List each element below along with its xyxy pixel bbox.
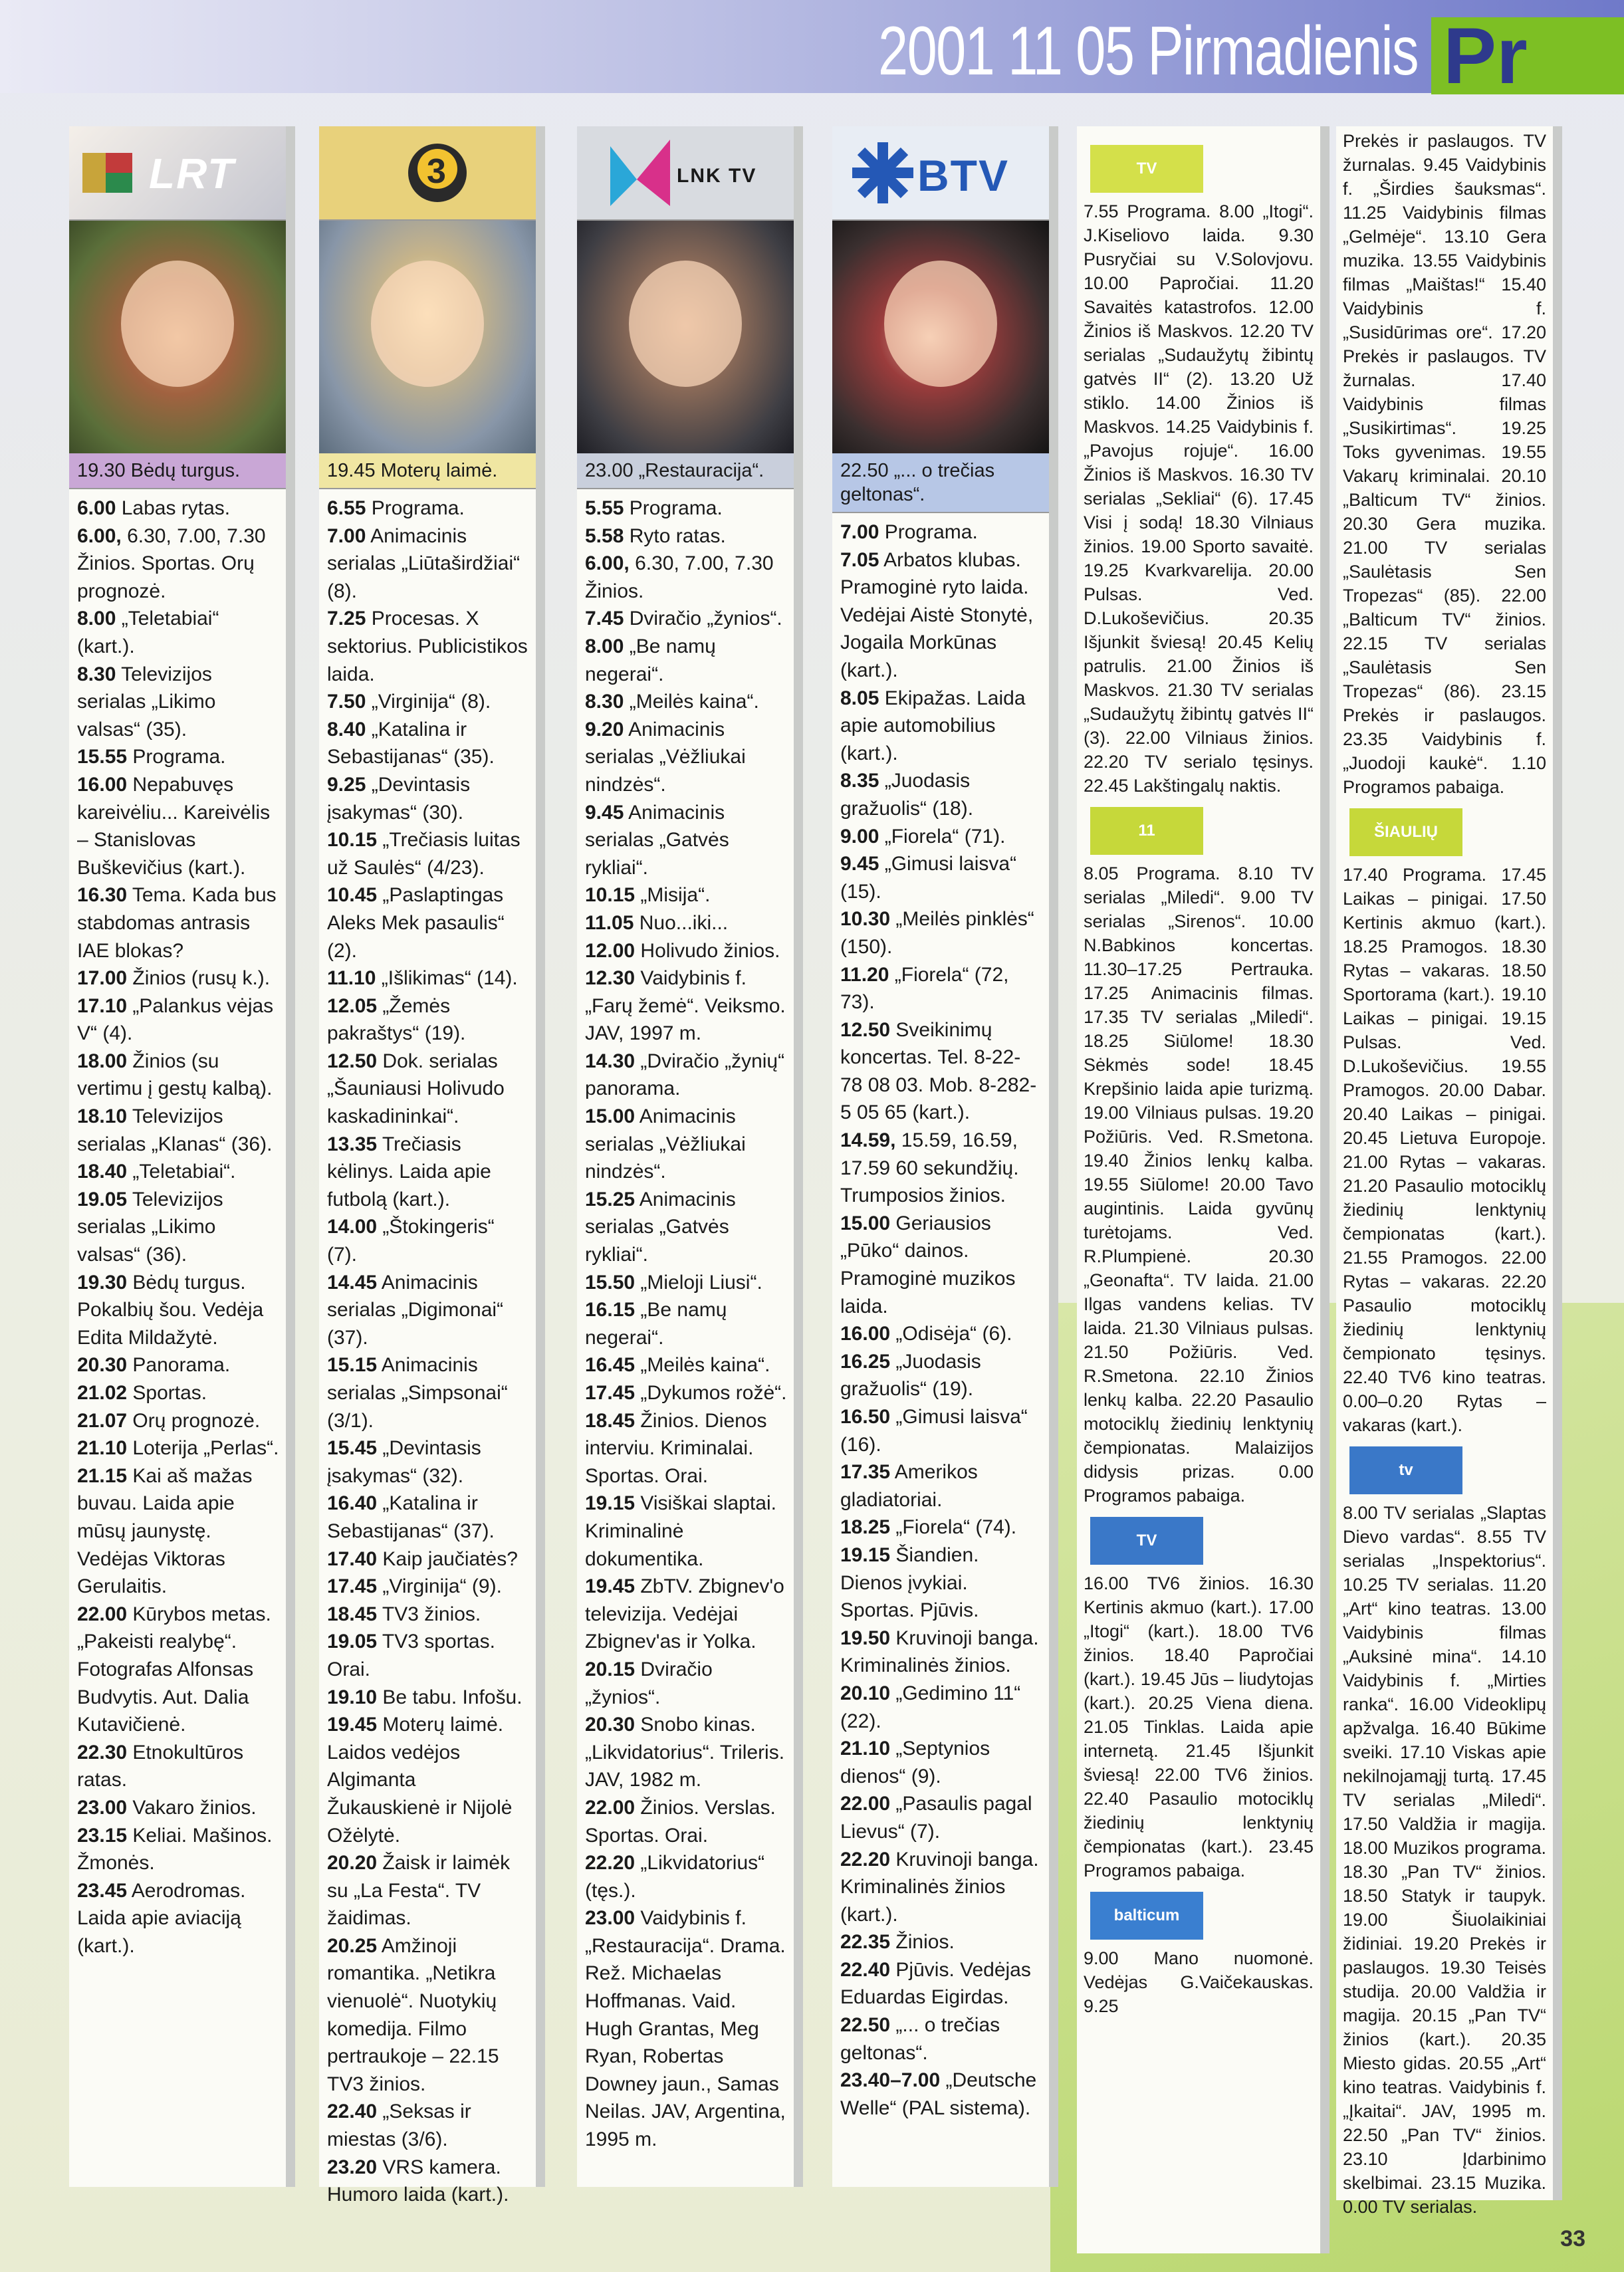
time-label: 19.15 [840, 1543, 891, 1566]
schedule-entry: 7.45 Dviračio „žynios“. [585, 608, 782, 630]
regional-logo-text: ŠIAULIŲ [1349, 808, 1462, 856]
time-label: 22.00 [585, 1796, 636, 1819]
schedule-entry: 7.05 Arbatos klubas. Pramoginė ryto laida. Vedėjai Aistė Stonytė, Jogaila Morkūnas (kart.). [840, 548, 1034, 681]
time-label: 8.30 [77, 663, 116, 685]
program-photo [319, 221, 536, 453]
time-label: 20.15 [585, 1658, 636, 1680]
channel-column-lnk [577, 126, 803, 2187]
schedule-entry: 17.35 Amerikos gladiatoriai. [840, 1461, 978, 1511]
host-portrait [371, 261, 484, 387]
highlight-caption: 22.50 „... o trečias geltonas“. [832, 453, 1049, 513]
time-label: 11.20 [840, 963, 889, 986]
time-label: 7.05 [840, 548, 879, 571]
regional-schedule-text: 8.05 Programa. 8.10 TV serialas „Miledi“. 9.00 TV serialas „Sirenos“. 10.00 N.Babkinos koncertas. 11.30–17.25 Pertrauka. 17.25 Animacinis filmas. 17.35 TV serialas „Miledi“. 18.25 Siūlome! 18.30 Sėkmės sode! 18.45 Krepšinio laida apie turizmą. 19.00 Vilniaus pulsas. 19.20 Požiūris. Ved. R.Smetona. 19.40 Žinios lenkų kalba. 19.55 Siūlome! 20.00 Tavo augintinis. Laida gyvūnų turėtojams. Ved. R.Plumpienė. 20.30 „Geonafta“. TV laida. 21.00 Ilgas vandens kelias. TV laida. 21.30 Vilniaus pulsas. 21.50 Požiūris. Ved. R.Smetona. 22.10 Žinios lenkų kalba. 22.20 Pasaulio motociklų žiedinių lenktynių čempionatas. Malaizijos didysis prizas. 0.00 Programos pabaiga. [1084, 863, 1314, 1506]
schedule-entry: 8.00 „Teletabiai“ (kart.). [77, 608, 219, 657]
time-label: 19.05 [77, 1188, 128, 1210]
time-label: 20.10 [840, 1682, 891, 1704]
time-label: 10.15 [327, 829, 378, 852]
schedule-entry: 20.20 Žaisk ir laimėk su „La Festa“. TV žaidimas. [327, 1852, 511, 1930]
schedule-entry: 14.00 „Štokingeris“ (7). [327, 1216, 495, 1266]
time-label: 16.40 [327, 1492, 378, 1515]
time-label: 19.15 [585, 1492, 636, 1515]
time-label: 17.35 [840, 1461, 891, 1484]
schedule-entry: 8.40 „Katalina ir Sebastijanas“ (35). [327, 718, 495, 768]
schedule-entry: 21.10 „Septynios dienos“ (9). [840, 1738, 990, 1787]
time-label: 9.00 [840, 825, 879, 848]
regional-logo-text: TV [1090, 1517, 1203, 1565]
time-label: 6.00, [77, 524, 122, 547]
time-label: 21.02 [77, 1382, 128, 1404]
schedule-entry: 15.50 „Mieloji Liusi“. [585, 1271, 762, 1294]
channel-column-tv3 [319, 126, 545, 2206]
time-label: 6.55 [327, 497, 366, 519]
time-label: 18.10 [77, 1105, 128, 1128]
time-label: 23.15 [77, 1824, 128, 1847]
schedule-entry: 20.30 Snobo kinas. „Likvidatorius“. Trileris. JAV, 1982 m. [585, 1714, 785, 1791]
time-label: 22.20 [840, 1848, 891, 1871]
time-label: 17.45 [327, 1575, 378, 1598]
schedule-entry: 9.20 Animacinis serialas „Vėžliukai nindzės“. [585, 718, 746, 796]
schedule-entry: 18.00 Žinios (su vertimu į gestų kalbą). [77, 1050, 273, 1100]
schedule-entry: 5.55 Programa. [585, 497, 723, 519]
highlight-caption: 19.45 Moterų laimė. [319, 453, 536, 489]
schedule-entry: 17.10 „Palankus vėjas V“ (4). [77, 994, 274, 1045]
time-label: 18.45 [327, 1603, 378, 1625]
lrt-logo-icon [82, 146, 136, 199]
schedule-entry: 23.45 Aerodromas. Laida apie aviaciją (kart.). [77, 1879, 246, 1957]
channel-logo-text: BTV [917, 151, 1009, 200]
time-label: 19.45 [327, 1714, 378, 1736]
time-label: 21.10 [840, 1738, 891, 1760]
time-label: 16.45 [585, 1354, 636, 1377]
btv-logo-icon [852, 142, 913, 203]
schedule-entry: 18.40 „Teletabiai“. [77, 1161, 236, 1183]
regional-schedule-text: 7.55 Programa. 8.00 „Itogi“. J.Kiseliovo laida. 9.30 Pusryčiai su V.Solovjovu. 10.00 Papročiai. 11.20 Savaitės katastrofos. 12.00 Žinios iš Maskvos. 12.20 TV serialas „Sudaužytų žibintų gatvės II“ (2). 13.20 Už stiklo. 14.00 Žinios iš Maskvos. 14.25 Vaidybinis f. „Pavojus rojuje“. 16.00 Žinios iš Maskvos. 16.30 TV serialas „Sekliai“ (6). 17.45 Visi į sodą! 18.30 Vilniaus žinios. 19.00 Sporto savaitė. 19.25 Kvarkvarelija. 20.00 Pulsas. Ved. D.Lukoševičius. 20.35 Išjunkit šviesą! 20.45 Kelių patrulis. 21.00 Žinios iš Maskvos. 21.30 TV serialas „Sudaužytų žibintų gatvės II“ (3). 22.00 Vilniaus žinios. 22.20 TV serialo tęsinys. 22.45 Lakštingalų naktis. [1084, 201, 1314, 796]
schedule-entry: 17.00 Žinios (rusų k.). [77, 967, 271, 990]
regional-channel-logo [1349, 1446, 1546, 1494]
time-label: 23.45 [77, 1879, 128, 1902]
regional-column-2 [1336, 126, 1562, 2217]
actor-portrait [629, 261, 742, 387]
time-label: 20.25 [327, 1934, 378, 1957]
time-label: 8.00 [585, 635, 624, 657]
time-label: 16.00 [77, 773, 128, 796]
time-label: 9.45 [585, 801, 624, 824]
schedule-entry: 19.15 Visiškai slaptai. Kriminalinė dokumentika. [585, 1492, 776, 1570]
schedule-entry: 7.50 „Virginija“ (8). [327, 691, 491, 713]
schedule-entry: 20.25 Amžinoji romantika. „Netikra vienuolė“. Nuotykių komedija. Filmo pertraukoje – 22.15 TV3 žinios. [327, 1934, 499, 2095]
channel-column-lrt [69, 126, 295, 2187]
schedule-entry: 14.59, 15.59, 16.59, 17.59 60 sekundžių. Trumposios žinios. [840, 1129, 1019, 1207]
time-label: 14.59, [840, 1129, 896, 1152]
schedule-entry: 11.20 „Fiorela“ (72, 73). [840, 963, 1009, 1014]
time-label: 8.35 [840, 770, 879, 792]
highlight-caption: 19.30 Bėdų turgus. [69, 453, 286, 489]
time-label: 22.00 [840, 1793, 891, 1815]
time-label: 16.00 [840, 1323, 891, 1345]
schedule-entry: 21.02 Sportas. [77, 1382, 207, 1404]
lnk-logo-icon [610, 140, 670, 206]
schedule-entry: 16.00 „Odisėja“ (6). [840, 1323, 1012, 1345]
schedule-entry: 11.10 „Išlikimas“ (14). [327, 967, 518, 990]
time-label: 12.05 [327, 994, 378, 1017]
time-label: 22.20 [585, 1852, 636, 1874]
time-label: 20.30 [77, 1354, 128, 1377]
schedule-entry: 9.00 „Fiorela“ (71). [840, 825, 1006, 848]
time-label: 7.45 [585, 608, 624, 630]
schedule-entry: 20.10 „Gedimino 11“ (22). [840, 1682, 1021, 1732]
schedule-entry: 15.55 Programa. [77, 746, 226, 768]
schedule-entry: 22.40 „Seksas ir miestas (3/6). [327, 2101, 471, 2151]
time-label: 17.40 [327, 1547, 378, 1570]
regional-list [1336, 126, 1553, 2219]
schedule-entry: 8.30 „Meilės kaina“. [585, 691, 759, 713]
time-label: 11.05 [585, 911, 634, 934]
schedule-entry: 22.00 Žinios. Verslas. Sportas. Orai. [585, 1796, 776, 1847]
schedule-entry: 9.45 Animacinis serialas „Gatvės rykliai“. [585, 801, 729, 879]
regional-logo-text: TV [1090, 145, 1203, 193]
time-label: 9.45 [840, 853, 879, 875]
schedule-entry: 22.20 „Likvidatorius“ (tęs.). [585, 1852, 765, 1902]
regional-schedule-text: 17.40 Programa. 17.45 Laikas – pinigai. 17.50 Kertinis akmuo (kart.). 18.25 Pramogos. 18.30 Rytas – vakaras. 18.50 Sportorama (kart.). 19.10 Laikas – pinigai. 19.15 Pulsas. Ved. D.Lukoševičius. 19.55 Pramogos. 20.00 Dabar. 20.40 Laikas – pinigai. 20.45 Lietuva Europoje. 21.00 Rytas – vakaras. 21.20 Pasaulio motociklų žiedinių lenktynių čempionatas (kart.). 21.55 Pramogos. 22.00 Rytas – vakaras. 22.20 Pasaulio motociklų žiedinių lenktynių čempionato tęsinys. 22.40 TV6 kino teatras. 0.00–0.20 Rytas – vakaras (kart.). [1343, 865, 1546, 1435]
time-label: 15.00 [840, 1212, 891, 1234]
schedule-list [832, 513, 1049, 2122]
schedule-entry: 23.00 Vaidybinis f. „Restauracija“. Drama. Rež. Michaelas Hoffmanas. Vaid. Hugh Grantas, Meg Ryan, Robertas Downey jaun., Samas Neilas. JAV, Argentina, 1995 m. [585, 1907, 786, 2151]
schedule-entry: 10.15 „Trečiasis luitas už Saulės“ (4/23). [327, 829, 521, 879]
schedule-entry: 9.45 „Gimusi laisva“ (15). [840, 853, 1017, 903]
schedule-entry: 17.45 „Dykumos rožė“. [585, 1382, 787, 1404]
regional-schedule-text: Prekės ir paslaugos. TV žurnalas. 9.45 Vaidybinis f. „Širdies šauksmas“. 11.25 Vaidybinis filmas „Gelmėje“. 13.10 Gera muzika. 13.55 Vaidybinis filmas „Maištas!“ 15.40 Vaidybinis f. „Susidūrimas ore“. 17.20 Prekės ir paslaugos. TV žurnalas. 17.40 Vaidybinis filmas „Susikirtimas“. 19.25 Toks gyvenimas. 19.55 Vakarų kriminalai. 20.10 „Balticum TV“ žinios. 20.30 Gera muzika. 21.00 TV serialas „Saulėtasis Sen Tropezas“ (85). 22.00 „Balticum TV“ žinios. 22.15 TV serialas „Saulėtasis Sen Tropezas“ (86). 23.15 Prekės ir paslaugos. 23.35 Vaidybinis f. „Juodoji kaukė“. 1.10 Programos pabaiga. [1343, 131, 1546, 797]
time-label: 14.45 [327, 1271, 378, 1294]
schedule-entry: 7.00 Programa. [840, 521, 978, 543]
schedule-list [319, 489, 536, 2209]
time-label: 19.50 [840, 1627, 891, 1649]
regional-column-1 [1077, 126, 1330, 2253]
time-label: 18.00 [77, 1050, 128, 1072]
time-label: 18.45 [585, 1409, 636, 1432]
schedule-entry: 19.30 Bėdų turgus. Pokalbių šou. Vedėja Edita Mildažytė. [77, 1271, 264, 1349]
regional-channel-logo [1090, 1892, 1314, 1940]
time-label: 22.40 [327, 2101, 378, 2123]
time-label: 16.25 [840, 1350, 891, 1373]
regional-logo-text: 11 [1090, 807, 1203, 855]
channel-logo-text: LNK TV [677, 165, 757, 187]
regional-logo-text: tv [1349, 1446, 1462, 1494]
schedule-entry: 18.45 TV3 žinios. [327, 1603, 481, 1625]
time-label: 20.30 [585, 1714, 636, 1736]
schedule-entry: 6.55 Programa. [327, 497, 465, 519]
regional-schedule-text: 8.00 TV serialas „Slaptas Dievo vardas“. 8.55 TV serialas „Inspektorius“. 10.25 TV serialas. 11.20 „Art“ kino teatras. 13.00 Vaidybinis filmas „Auksinė mina“. 14.10 Vaidybinis f. „Mirties ranka“. 16.00 Videoklipų apžvalga. 16.40 Būkime sveiki. 17.10 Viskas apie nekilnojamąjį turtą. 17.45 TV serialas „Miledi“. 17.50 Valdžia ir magija. 18.00 Muzikos programa. 18.30 „Pan TV“ žinios. 18.50 Statyk ir taupyk. 19.00 Šiuolaikiniai židiniai. 19.20 Prekės ir paslaugos. 19.30 Teisės studija. 20.00 Valdžia ir magija. 20.15 „Pan TV“ žinios (kart.). 20.35 Miesto gidas. 20.55 „Art“ kino teatras. Vaidybinis f. „Įkaitai“. JAV, 1995 m. 22.50 „Pan TV“ žinios. 23.10 Įdarbinimo skelbimai. 23.15 Muzika. 0.00 TV serialas. [1343, 1503, 1546, 2217]
day-tab: Pr [1431, 17, 1624, 94]
schedule-entry: 15.25 Animacinis serialas „Gatvės rykliai“. [585, 1188, 736, 1266]
time-label: 17.00 [77, 967, 128, 990]
time-label: 8.40 [327, 718, 366, 740]
channel-logo-text: 3 [427, 152, 447, 191]
schedule-entry: 15.45 „Devintasis įsakymas“ (32). [327, 1437, 481, 1487]
schedule-entry: 21.07 Orų prognozė. [77, 1409, 261, 1432]
schedule-entry: 15.00 Geriausios „Pūko“ dainos. Pramoginė muzikos laida. [840, 1212, 1016, 1317]
schedule-entry: 14.30 „Dviračio „žynių“ panorama. [585, 1050, 785, 1100]
schedule-list [577, 489, 794, 2154]
schedule-entry: 10.30 „Meilės pinklės“ (150). [840, 908, 1034, 958]
actress-portrait [884, 261, 997, 387]
time-label: 11.10 [327, 967, 376, 990]
time-label: 21.15 [77, 1464, 128, 1487]
schedule-entry: 17.45 „Virginija“ (9). [327, 1575, 502, 1598]
schedule-entry: 21.10 Loterija „Perlas“. [77, 1437, 279, 1460]
schedule-entry: 23.40–7.00 „Deutsche Welle“ (PAL sistema). [840, 2069, 1037, 2119]
time-label: 23.00 [585, 1907, 636, 1930]
schedule-entry: 20.15 Dviračio „žynios“. [585, 1658, 713, 1708]
schedule-entry: 22.50 „... o trečias geltonas“. [840, 2014, 1000, 2064]
channel-logo-btv [832, 126, 1049, 221]
schedule-entry: 17.40 Kaip jaučiatės? [327, 1547, 518, 1570]
time-label: 7.50 [327, 691, 366, 713]
time-label: 15.00 [585, 1105, 636, 1128]
schedule-entry: 8.30 Televizijos serialas „Likimo valsas“ (35). [77, 663, 216, 740]
schedule-entry: 6.00, 6.30, 7.00, 7.30 Žinios. [585, 552, 774, 602]
time-label: 19.45 [585, 1575, 636, 1598]
time-label: 19.05 [327, 1631, 378, 1653]
time-label: 9.20 [585, 718, 624, 740]
schedule-entry: 16.15 „Be namų negerai“. [585, 1299, 727, 1349]
schedule-entry: 6.00 Labas rytas. [77, 497, 231, 519]
channel-logo-lrt [69, 126, 286, 221]
schedule-entry: 22.30 Etnokultūros ratas. [77, 1741, 244, 1791]
time-label: 6.00, [585, 552, 630, 575]
time-label: 23.20 [327, 2156, 378, 2178]
schedule-entry: 22.00 Kūrybos metas. „Pakeisti realybę“. Fotografas Alfonsas Budvytis. Aut. Dalia Kutavičienė. [77, 1603, 271, 1736]
schedule-entry: 7.25 Procesas. X sektorius. Publicistikos laida. [327, 608, 528, 685]
time-label: 22.35 [840, 1931, 891, 1954]
schedule-entry: 23.20 VRS kamera. Humoro laida (kart.). [327, 2156, 509, 2206]
schedule-entry: 9.25 „Devintasis įsakymas“ (30). [327, 773, 471, 824]
schedule-entry: 5.58 Ryto ratas. [585, 524, 726, 547]
time-label: 12.50 [327, 1050, 378, 1072]
time-label: 14.00 [327, 1216, 378, 1238]
schedule-entry: 11.05 Nuo...iki... [585, 911, 729, 934]
regional-channel-logo [1349, 808, 1546, 856]
channel-column-btv [832, 126, 1058, 2187]
schedule-entry: 12.05 „Žemės pakraštys“ (19). [327, 994, 466, 1045]
schedule-entry: 10.15 „Misija“. [585, 884, 711, 907]
regional-channel-logo [1090, 145, 1314, 193]
time-label: 5.58 [585, 524, 624, 547]
schedule-entry: 10.45 „Paslaptingas Aleks Mek pasaulis“ (2). [327, 884, 505, 962]
channel-logo-tv3 [319, 126, 536, 221]
regional-channel-logo [1090, 1517, 1314, 1565]
schedule-entry: 13.35 Trečiasis kėlinys. Laida apie futbolą (kart.). [327, 1133, 491, 1210]
time-label: 22.00 [77, 1603, 128, 1625]
regional-schedule-text: 16.00 TV6 žinios. 16.30 Kertinis akmuo (kart.). 17.00 „Itogi“ (kart.). 18.00 TV6 žinios. 18.40 Papročiai (kart.). 19.45 Jūs – liudytojas (kart.). 20.25 Viena diena. 21.05 Tinklas. Laida apie internetą. 21.45 Išjunkit šviesą! 22.00 TV6 žinios. 22.40 Pasaulio motociklų žiedinių lenktynių čempionatas (kart.). 23.45 Programos pabaiga. [1084, 1573, 1314, 1880]
schedule-entry: 22.20 Kruvinoji banga. Kriminalinės žinios (kart.). [840, 1848, 1039, 1926]
schedule-entry: 19.15 Šiandien. Dienos įvykiai. Sportas. Pjūvis. [840, 1543, 979, 1622]
schedule-entry: 16.50 „Gimusi laisva“ (16). [840, 1406, 1028, 1456]
time-label: 23.40–7.00 [840, 2069, 941, 2092]
page-title: 2001 11 05 Pirmadienis [878, 13, 1418, 90]
channel-logo-text: LRT [149, 150, 235, 197]
time-label: 17.45 [585, 1382, 636, 1404]
time-label: 19.10 [327, 1686, 378, 1708]
program-photo [69, 221, 286, 453]
schedule-entry: 19.10 Be tabu. Infošu. [327, 1686, 522, 1708]
schedule-entry: 19.50 Kruvinoji banga. Kriminalinės žinios. [840, 1627, 1039, 1677]
time-label: 22.30 [77, 1741, 128, 1763]
schedule-entry: 18.45 Žinios. Dienos interviu. Kriminalai. Sportas. Orai. [585, 1409, 767, 1487]
schedule-entry: 15.15 Animacinis serialas „Simpsonai“ (3/1). [327, 1354, 508, 1432]
schedule-entry: 18.25 „Fiorela“ (74). [840, 1516, 1017, 1539]
schedule-entry: 21.15 Kai aš mažas buvau. Laida apie mūsų jaunystę. Vedėjas Viktoras Gerulaitis. [77, 1464, 253, 1598]
time-label: 12.00 [585, 939, 636, 962]
schedule-entry: 16.25 „Juodasis gražuolis“ (19). [840, 1350, 981, 1401]
schedule-entry: 8.35 „Juodasis gražuolis“ (18). [840, 770, 974, 820]
time-label: 15.50 [585, 1271, 636, 1294]
time-label: 7.00 [840, 521, 879, 543]
program-photo [577, 221, 794, 453]
time-label: 23.00 [77, 1796, 128, 1819]
time-label: 15.55 [77, 746, 128, 768]
schedule-entry: 16.00 Nepabuvęs kareivėliu... Kareivėlis – Stanislovas Buškevičius (kart.). [77, 773, 271, 879]
highlight-caption: 23.00 „Restauracija“. [577, 453, 794, 489]
schedule-entry: 6.00, 6.30, 7.00, 7.30 Žinios. Sportas. Orų prognozė. [77, 524, 266, 602]
host-portrait [121, 261, 234, 387]
regional-list [1077, 126, 1320, 2018]
time-label: 12.50 [840, 1018, 891, 1041]
schedule-entry: 8.00 „Be namų negerai“. [585, 635, 716, 685]
time-label: 10.30 [840, 908, 891, 931]
schedule-entry: 16.45 „Meilės kaina“. [585, 1354, 770, 1377]
schedule-entry: 16.30 Tema. Kada bus stabdomas antrasis IAE blokas? [77, 884, 277, 962]
time-label: 7.00 [327, 524, 366, 547]
time-label: 16.30 [77, 884, 128, 907]
time-label: 8.00 [77, 608, 116, 630]
time-label: 15.25 [585, 1188, 636, 1210]
time-label: 18.25 [840, 1516, 891, 1539]
regional-logo-text: balticum [1090, 1892, 1203, 1940]
schedule-entry: 12.50 Sveikinimų koncertas. Tel. 8-22-78 08 03. Mob. 8-282-5 05 65 (kart.). [840, 1018, 1037, 1124]
time-label: 8.30 [585, 691, 624, 713]
time-label: 12.30 [585, 967, 636, 990]
schedule-entry: 18.10 Televizijos serialas „Klanas“ (36). [77, 1105, 273, 1155]
schedule-entry: 22.40 Pjūvis. Vedėjas Eduardas Eigirdas. [840, 1958, 1031, 2009]
schedule-entry: 19.45 Moterų laimė. Laidos vedėjos Algimanta Žukauskienė ir Nijolė Ožėlytė. [327, 1714, 513, 1847]
schedule-entry: 20.30 Panorama. [77, 1354, 231, 1377]
time-label: 10.15 [585, 884, 636, 907]
time-label: 16.15 [585, 1299, 636, 1321]
time-label: 15.45 [327, 1437, 378, 1460]
time-label: 7.25 [327, 608, 366, 630]
time-label: 6.00 [77, 497, 116, 519]
time-label: 20.20 [327, 1852, 378, 1874]
schedule-entry: 19.05 Televizijos serialas „Likimo valsas“ (36). [77, 1188, 223, 1266]
time-label: 16.50 [840, 1406, 891, 1428]
schedule-entry: 22.35 Žinios. [840, 1931, 955, 1954]
schedule-entry: 19.05 TV3 sportas. Orai. [327, 1631, 495, 1680]
time-label: 21.10 [77, 1437, 128, 1460]
schedule-entry: 16.40 „Katalina ir Sebastijanas“ (37). [327, 1492, 495, 1542]
time-label: 21.07 [77, 1409, 128, 1432]
schedule-entry: 12.50 Dok. serialas „Šauniausi Holivudo kaskadininkai“. [327, 1050, 505, 1128]
schedule-entry: 19.45 ZbTV. Zbignev'o televizija. Vedėjai Zbignev'as ir Yolka. [585, 1575, 784, 1653]
time-label: 5.55 [585, 497, 624, 519]
schedule-entry: 23.00 Vakaro žinios. [77, 1796, 257, 1819]
schedule-entry: 23.15 Keliai. Mašinos. Žmonės. [77, 1824, 273, 1874]
page-number: 33 [1560, 2226, 1585, 2251]
time-label: 9.25 [327, 773, 366, 796]
program-photo [832, 221, 1049, 453]
schedule-entry: 8.05 Ekipažas. Laida apie automobilius (kart.). [840, 687, 1026, 764]
schedule-entry: 12.00 Holivudo žinios. [585, 939, 780, 962]
time-label: 17.10 [77, 994, 128, 1017]
regional-channel-logo [1090, 807, 1314, 855]
regional-schedule-text: 9.00 Mano nuomonė. Vedėjas G.Vaičekauskas. 9.25 [1084, 1948, 1314, 2016]
channel-logo-lnk [577, 126, 794, 221]
time-label: 10.45 [327, 884, 378, 907]
time-label: 19.30 [77, 1271, 128, 1294]
time-label: 13.35 [327, 1133, 378, 1155]
schedule-entry: 14.45 Animacinis serialas „Digimonai“ (37). [327, 1271, 504, 1349]
schedule-entry: 22.00 „Pasaulis pagal Lievus“ (7). [840, 1793, 1032, 1843]
schedule-entry: 7.00 Animacinis serialas „Liūtaširdžiai“ (8). [327, 524, 521, 602]
schedule-entry: 12.30 Vaidybinis f. „Farų žemė“. Veiksmo. JAV, 1997 m. [585, 967, 786, 1045]
time-label: 15.15 [327, 1354, 378, 1377]
time-label: 8.05 [840, 687, 879, 709]
time-label: 18.40 [77, 1161, 128, 1183]
time-label: 22.40 [840, 1958, 891, 1981]
schedule-list [69, 489, 286, 1960]
time-label: 14.30 [585, 1050, 636, 1072]
schedule-entry: 15.00 Animacinis serialas „Vėžliukai nindzės“. [585, 1105, 746, 1183]
time-label: 22.50 [840, 2014, 891, 2037]
